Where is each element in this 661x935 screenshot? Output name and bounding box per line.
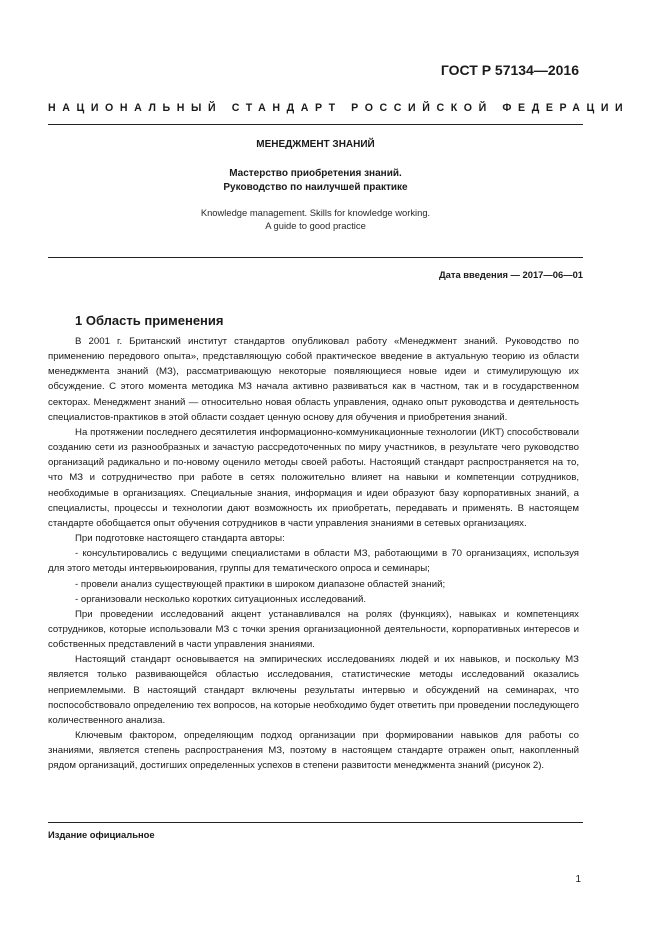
list-item: - провели анализ существующей практики в широком диапазоне областей знаний; — [75, 578, 446, 590]
subtitle-line-1: Мастерство приобретения знаний. — [229, 168, 402, 179]
introduction-date: Дата введения — 2017—06—01 — [438, 269, 583, 280]
edition-label: Издание официальное — [48, 829, 155, 840]
paragraph: В 2001 г. Британский институт стандартов опубликовал работу «Менеджмент знаний. Руководство по применению передового опыта», представляющую собой практическое введение в актуальную теорию из области менеджмента знаний (МЗ), рассматривающую некоторые появляющиеся новые идеи и стимулирующую их обсуждение. С этого момента методика МЗ начала активно развиваться как в частном, так и в государственном секторах. Менеджмент знаний — относительно новая область управления, однако опыт руководства и деятельность специалистов-практиков в этой области создает ценную основу для обучения и приобретения знаний. — [48, 336, 579, 423]
paragraph: Настоящий стандарт основывается на эмпирических исследованиях людей и их навыков, и поскольку МЗ является только развивающейся областью исследования, статистические методы исследований оказались неприемлемыми. В настоящий стандарт включены результаты интервью и обсуждений на семинарах, что поспособствовало определению тех вопросов, на которые необходимо будет ответить при проведении последующего количественного анализа. — [48, 654, 579, 726]
footer-divider — [48, 822, 583, 823]
list-item: - консультировались с ведущими специалистами в области МЗ, работающими в 70 организациях, используя для этого методы интервьюирования, группы для тематического опроса и семинары; — [48, 548, 579, 575]
header-divider — [48, 124, 583, 125]
standard-title: НАЦИОНАЛЬНЫЙ СТАНДАРТ РОССИЙСКОЙ ФЕДЕРАЦИИ — [48, 102, 630, 114]
subtitle-line-2: Руководство по наилучшей практике — [223, 182, 408, 193]
section-body — [48, 334, 579, 774]
document-title: МЕНЕДЖМЕНТ ЗНАНИЙ — [256, 139, 375, 150]
english-title-line-2: A guide to good practice — [265, 220, 366, 231]
page-number: 1 — [575, 874, 581, 885]
english-title-line-1: Knowledge management. Skills for knowledge working. — [200, 207, 431, 218]
paragraph: На протяжении последнего десятилетия информационно-коммуникационные технологии (ИКТ) способствовали созданию сети из разнообразных и зачастую рассредоточенных по миру участников, в результате чего руководство организаций радикально и по-новому оценило методы своей работы. Настоящий стандарт распространяется на то, что МЗ и сотрудничество при работе в сетях положительно влияет на навыки и компетенции сотрудников, необходимые в организациях. Специальные знания, информация и идеи образуют базу корпоративных знаний, а специалисты, процессы и технологии дают возможность их приобретать, передавать и применять. В настоящем стандарте обобщается опыт обучения сотрудников в части управления знаниями в сетевых организациях. — [48, 426, 579, 529]
list-item: - организовали несколько коротких ситуационных исследований. — [75, 593, 367, 605]
paragraph: Ключевым фактором, определяющим подход организации при формировании навыков для работы со знаниями, является степень распространения МЗ, поэтому в настоящем стандарте отражен опыт, накопленный рядом организаций, достигших определенных успехов в степени развитости менеджмента знаний (рисунок 2). — [48, 730, 579, 772]
paragraph: При проведении исследований акцент устанавливался на ролях (функциях), навыках и компетенциях сотрудников, которые использовали МЗ с точки зрения организационной деятельности, корпоративных интересов и собственных представлений в части управления знаниями. — [48, 608, 579, 651]
paragraph: При подготовке настоящего стандарта авторы: — [75, 533, 285, 545]
title-divider — [48, 257, 583, 258]
document-subtitle — [48, 167, 583, 195]
document-number: ГОСТ Р 57134—2016 — [440, 62, 579, 78]
section-heading: 1 Область применения — [75, 313, 224, 328]
english-title — [48, 206, 583, 232]
